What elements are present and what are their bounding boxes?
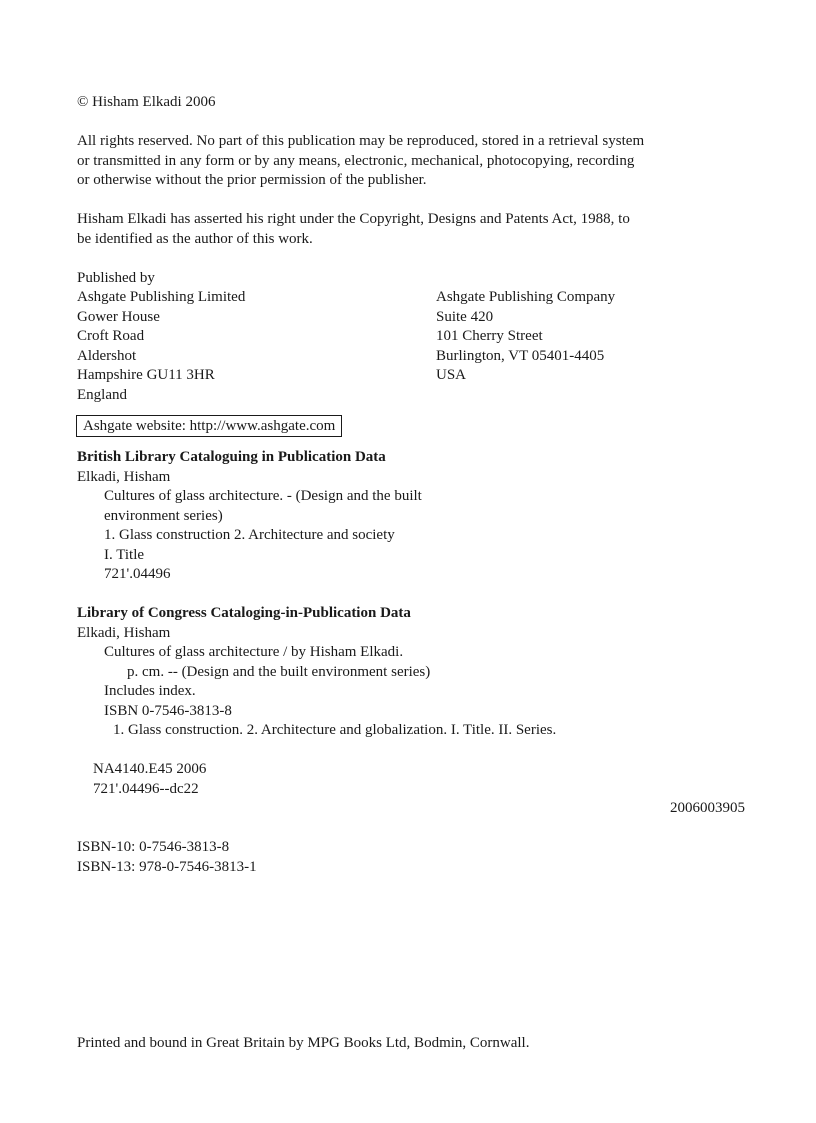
lc-series: p. cm. -- (Design and the built environment series)	[127, 663, 431, 680]
lccn: 2006003905	[670, 800, 745, 816]
website-box: Ashgate website: http://www.ashgate.com	[76, 415, 342, 437]
address-line: USA	[436, 367, 467, 383]
publisher-addresses	[77, 288, 745, 405]
lc-author: Elkadi, Hisham	[77, 624, 171, 641]
publisher-uk-address	[77, 288, 436, 405]
lc-cip-heading: Library of Congress Cataloging-in-Publication Data	[77, 605, 411, 621]
lc-cip-record	[77, 643, 745, 741]
copyright-page	[77, 93, 745, 877]
bl-record-line: environment series)	[104, 507, 223, 524]
rights-statement	[77, 132, 745, 191]
published-by-label: Published by	[77, 269, 155, 286]
bl-record-line: I. Title	[104, 546, 145, 563]
address-line: Croft Road	[77, 328, 145, 344]
address-line: Burlington, VT 05401-4405	[436, 347, 605, 364]
publisher-us-address	[436, 288, 745, 405]
address-line: Gower House	[77, 308, 160, 325]
address-line: 101 Cherry Street	[436, 328, 543, 344]
rights-line: or otherwise without the prior permission of the publisher.	[77, 172, 427, 188]
bl-author: Elkadi, Hisham	[77, 468, 171, 485]
lc-index-note: Includes index.	[104, 683, 196, 699]
bl-record-line: Cultures of glass architecture. - (Design and the built	[104, 488, 422, 504]
address-line: Hampshire GU11 3HR	[77, 367, 215, 383]
address-line: Suite 420	[436, 308, 494, 325]
printer-statement: Printed and bound in Great Britain by MPG Books Ltd, Bodmin, Cornwall.	[77, 1035, 530, 1051]
lc-subjects: 1. Glass construction. 2. Architecture and globalization. I. Title. II. Series.	[113, 722, 557, 738]
copyright-notice: © Hisham Elkadi 2006	[77, 94, 216, 110]
address-line: Aldershot	[77, 347, 137, 364]
bl-cip-heading: British Library Cataloguing in Publication Data	[77, 449, 386, 465]
address-line: Ashgate Publishing Limited	[77, 289, 246, 305]
isbn-13: ISBN-13: 978-0-7546-3813-1	[77, 858, 257, 875]
rights-line: or transmitted in any form or by any means, electronic, mechanical, photocopying, recording	[77, 152, 635, 169]
address-line: England	[77, 386, 127, 403]
bl-record-line: 721'.04496	[104, 566, 171, 582]
isbn-10: ISBN-10: 0-7546-3813-8	[77, 839, 230, 855]
rights-line: All rights reserved. No part of this publication may be reproduced, stored in a retrieval system	[77, 133, 645, 149]
moral-rights-line: Hisham Elkadi has asserted his right under the Copyright, Designs and Patents Act, 1988, to	[77, 211, 630, 227]
bl-cip-record	[77, 487, 745, 585]
moral-rights-line: be identified as the author of this work.	[77, 230, 313, 247]
lc-title: Cultures of glass architecture / by Hisham Elkadi.	[104, 644, 404, 660]
lc-isbn: ISBN 0-7546-3813-8	[104, 702, 232, 719]
bl-record-line: 1. Glass construction 2. Architecture and society	[104, 527, 395, 543]
dewey-number: 721'.04496--dc22	[93, 780, 199, 797]
moral-rights-statement	[77, 210, 745, 249]
call-number: NA4140.E45 2006	[93, 761, 207, 777]
address-line: Ashgate Publishing Company	[436, 289, 616, 305]
